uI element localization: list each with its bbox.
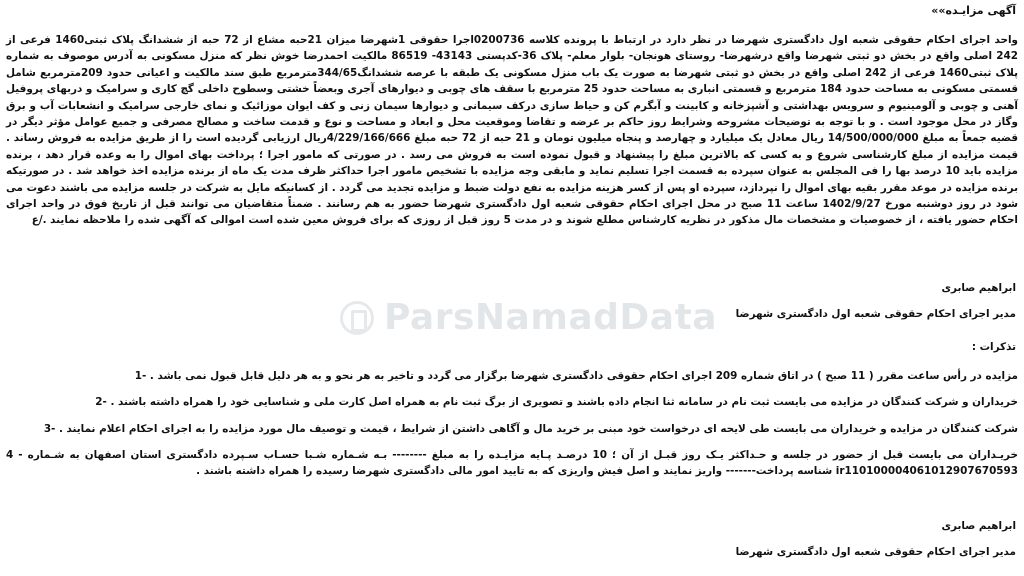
page-title: آگهی مزایـده»» — [931, 4, 1016, 17]
note-item: خریداران و شرکت کنندگان در مزایده می بایست ثبت نام در سامانه ثنا انجام داده باشند و تصویری از برگ ثبت نام به همراه اصل کارت ملی و شناسایی خود را همراه داشته باشند . -2 — [95, 396, 1018, 408]
note-item: خریـداران می بایست قبل از حضور در جلسه و حـداکثر یـک روز قبـل از آن ؛ 10 درصـد پـایه مزایـده را به مبلغ -------- بـه شـماره شـبا حسـاب سـپرده دادگستری استان اصفهان به شـماره - 4 ir110100004061012907670593 شناسه پرداخت------- واریز نمایند و اصل فیش واریزی که به تایید امور مالی دادگستری شهرضا رسیده را همراه داشته باشند . — [6, 449, 1018, 477]
signature-name: ابراهیم صابری — [941, 520, 1016, 532]
auction-notice-body: واحد اجرای احکام حقوقی شعبه اول دادگستری شهرضا در نظر دارد در ارتباط با پرونده کلاسه 0200736اجرا حقوقی 1شهرضا میزان 21حبه مشاع از 72 حبه از ششدانگ پلاک ثبتی1460 فرعی از 242 اصلی واقع در بخش دو ثبتی شهرضا واقع درشهرضا- روستای هونجان- بلوار معلم- پلاک 36-کدپستی 43143- 86519 مالکیت احمدرضا خوش نظر که منزل مسکونی به آدرس موصوف به شماره پلاک ثبتی1460 فرعی از 242 اصلی واقع در بخش دو ثبتی شهرضا به صورت یک باب منزل مسکونی یک طبقه با عرصه ششدانگ344/65مترمربع طبق سند مالکیت و اعیانی حدود 209مترمربع شامل قسمتی مسکونی به مساحت حدود 184 مترمربع و قسمتی انباری به مساحت حدود 25 مترمربع با سقف های چوبی و دیوارهای آجری وبعضاً خشتی وسطوح داخلی گچ کاری و سرامیک و دربهای پروفیل آهنی و چوبی و آلومینیوم و سرویس بهداشتی و آشپزخانه و کابینت و آبگرم کن و حیاط سازی درکف سیمانی و دیوارها سیمان زنی و کف ایوان موزائیک و نمای خارجی سرامیک و انشعابات آب و برق وگاز در محل موجود است . و با توجه به توضیحات مشروحه وشرایط روز حاکم بر عرضه و تقاضا وموقعیت محل و ابعاد و مساحت و نوع و قدمت ساخت و مصالح مصرفی و جمیع عوامل مؤثر دیگر در قضیه جمعاً به مبلغ 14/500/000/000 ریال معادل یک میلیارد و چهارصد و پنجاه میلیون تومان و 21 حبه از 72 حبه مبلغ 4/229/166/666ریال ارزیابی گردیده است را از طریق مزایده به فروش رساند . قیمت مزایده از مبلغ کارشناسی شروع و به کسی که بالاترین مبلغ را پیشنهاد و قبول نموده است به فروش می رسد . در صورتی که مامور اجرا ؛ پرداخت بهای اموال را به وعده قرار دهد ، برنده مزایده باید 10 درصد بها را فی المجلس به عنوان سپرده به قسمت اجرا تسلیم نماید و مابقی وجه مزایده با تشخیص مامور اجرا حداکثر ظرف مدت یک ماه از برنده مزایده اخذ خواهد شد . در صورتیکه برنده مزایده در موعد مقرر بقیه بهای اموال را نپردازد، سپرده او پس از کسر هزینه مزایده به نفع دولت ضبط و مزایده تجدید می گردد . از کسانیکه مایل به شرکت در جلسه مزایده می باشند دعوت می شود در روز دوشنبه مورخ 1402/9/27 ساعت 11 صبح در محل اجرای احکام حقوقی شعبه اول دادگستری شهرضا حضور به هم رسانند . ضمناً متقاضیان می توانند قبل از تاریخ فوق در واحد اجرای احکام حضور یافته ، از خصوصیات و مشخصات مال مذکور در نظریه کارشناس مطلع شوند و در مدت 5 روز قبل از روزی که برای فروش معین شده است اموالی که آگهی شده را ملاحظه نمایند ./ع — [6, 34, 1019, 227]
notes-label: تذکرات : — [971, 341, 1016, 353]
note-item: شرکت کنندگان در مزایده و خریداران می بایست طی لایحه ای درخواست خود مبنی بر خرید مال و آگاهی داشتن از شرایط ، قیمت و توصیف مال مورد مزایده را به اجرای احکام اعلام نمایند . -3 — [43, 423, 1018, 435]
watermark-text: ParsNamadData — [384, 297, 718, 338]
signature-role: مدیر اجرای احکام حقوقی شعبه اول دادگستری شهرضا — [735, 308, 1016, 320]
watermark — [340, 295, 718, 345]
watermark-logo-icon — [340, 301, 374, 335]
note-item: مزایده در رأس ساعت مقرر ( 11 صبح ) در اتاق شماره 209 اجرای احکام حقوقی دادگستری شهرضا برگزار می گردد و تاخیر به هر نحو و به هر دلیل قابل قبول نمی باشد . -1 — [134, 370, 1018, 382]
signature-role: مدیر اجرای احکام حقوقی شعبه اول دادگستری شهرضا — [735, 546, 1016, 558]
signature-name: ابراهیم صابری — [941, 282, 1016, 294]
